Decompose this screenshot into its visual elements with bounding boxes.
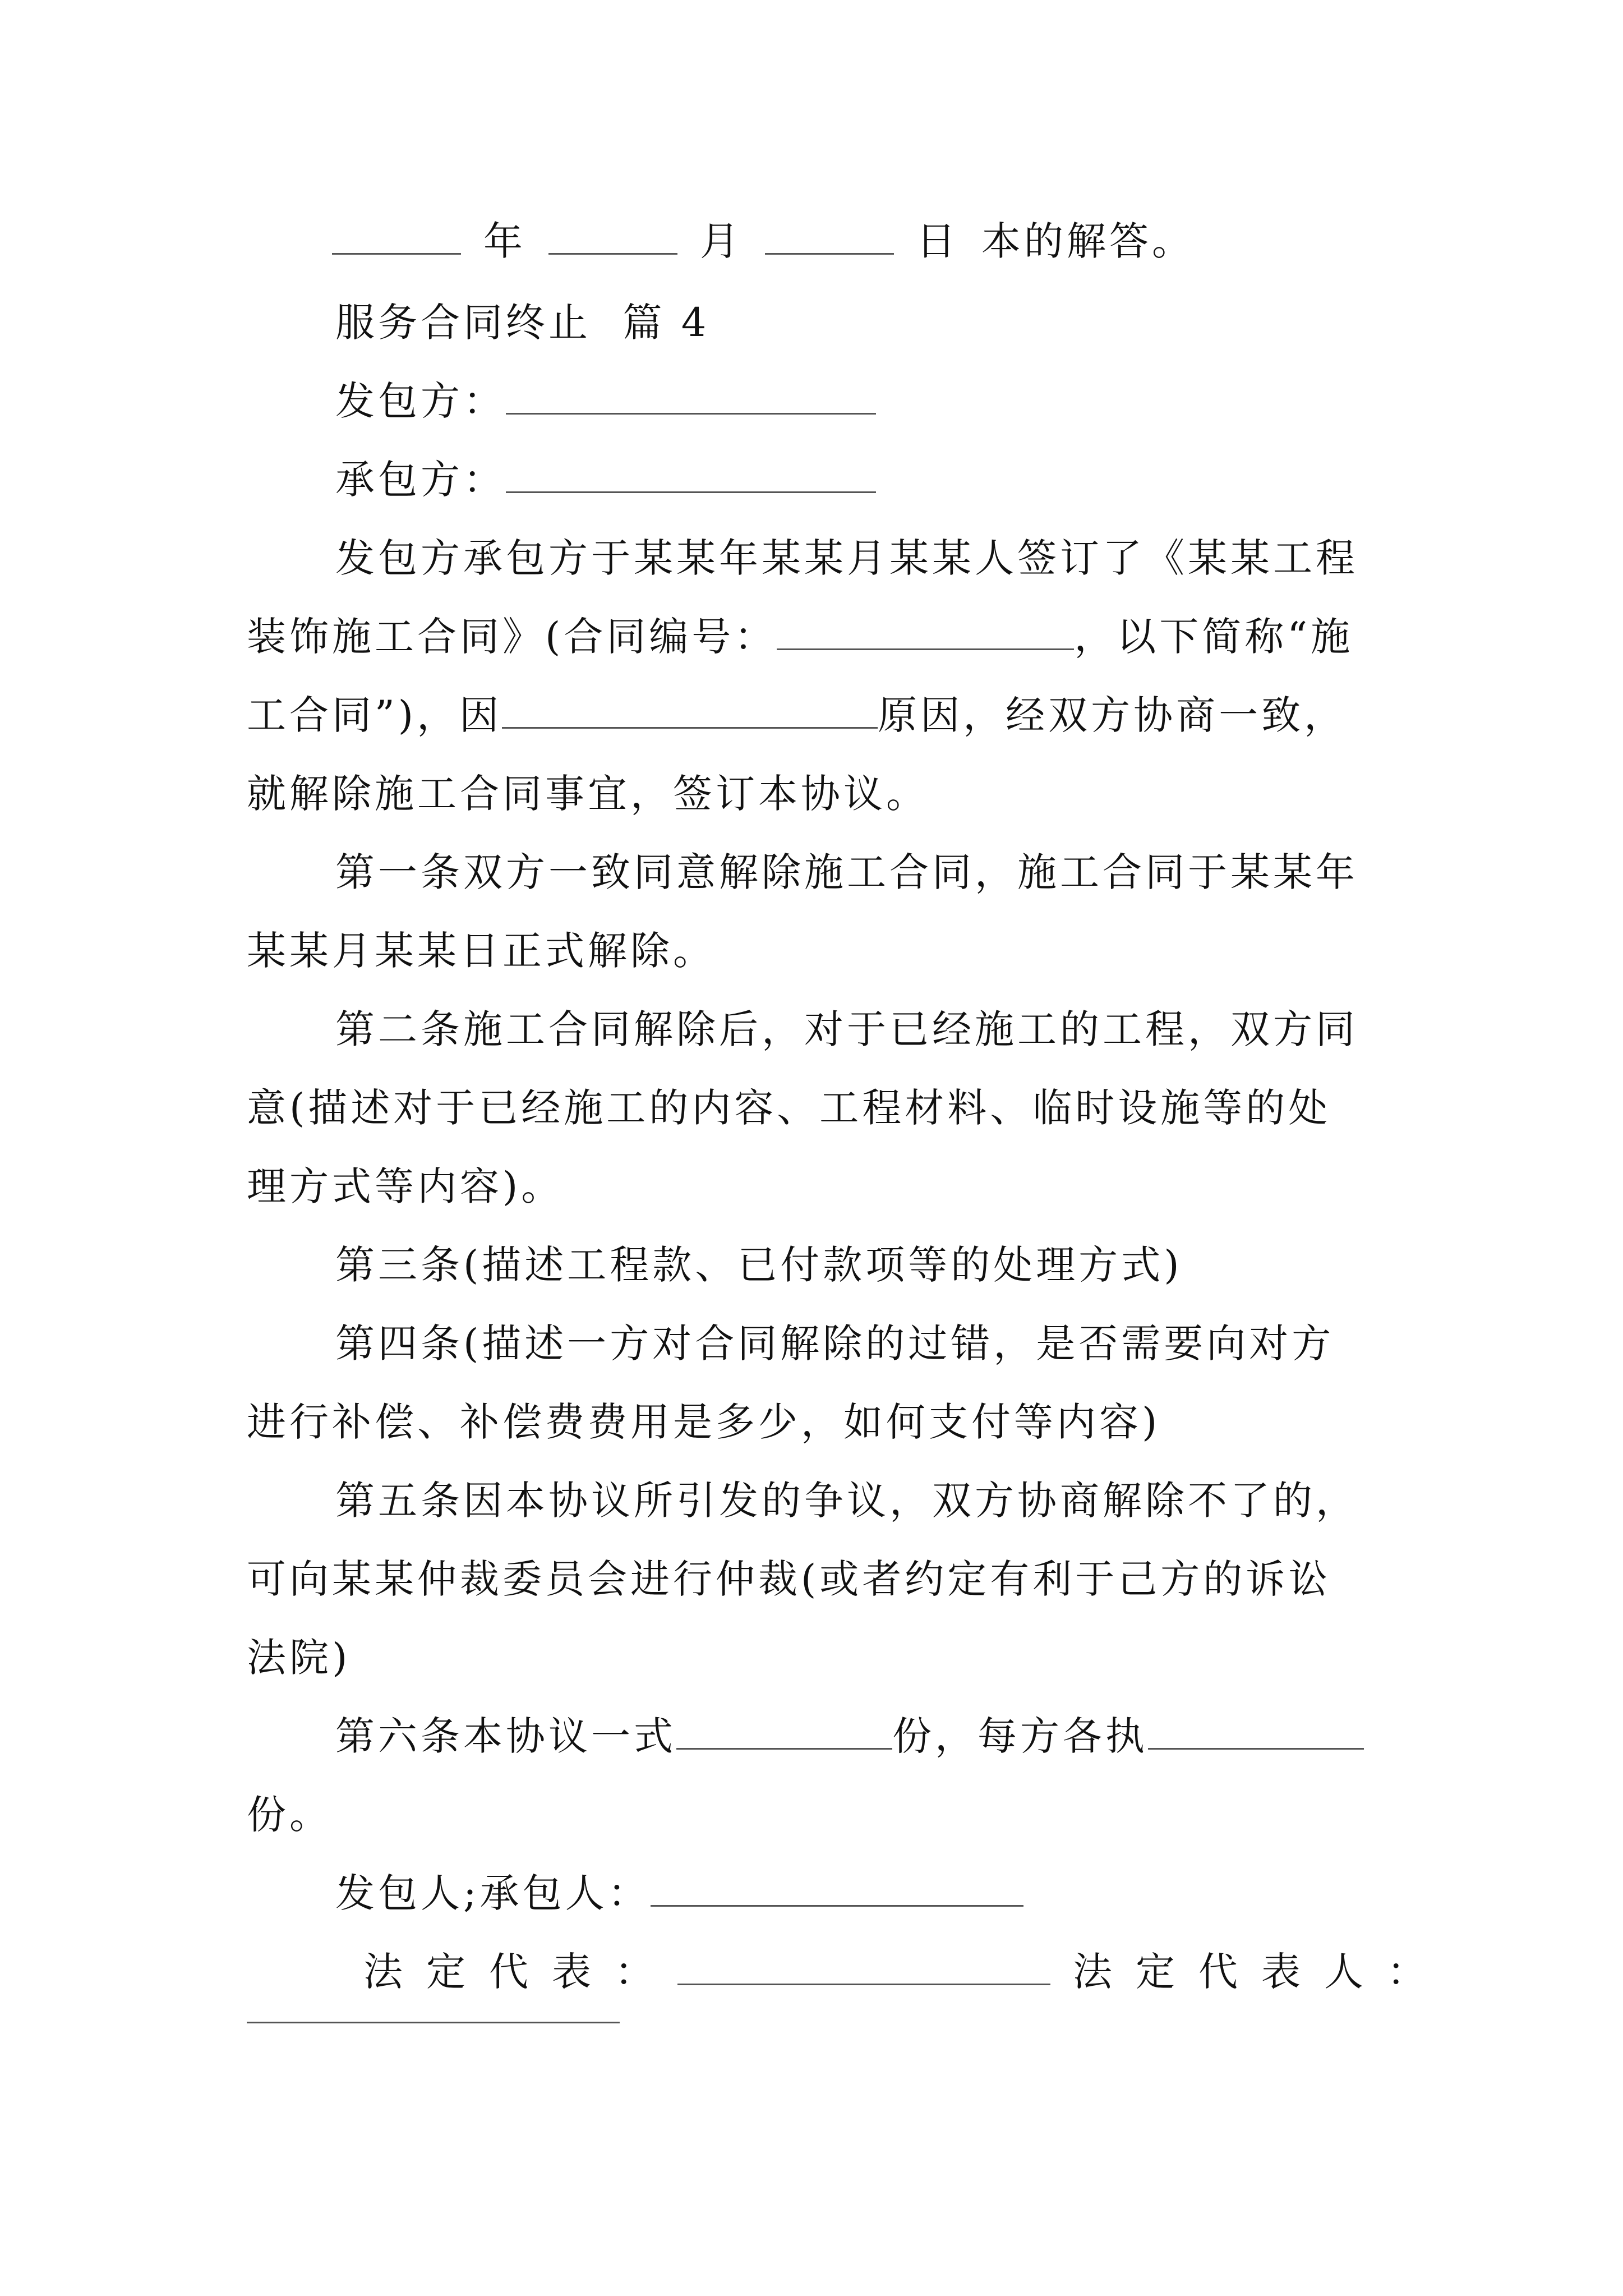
party-b-blank[interactable] xyxy=(506,458,876,493)
copies-total-blank[interactable] xyxy=(676,1714,892,1750)
intro-line-2b: ，以下简称“施 xyxy=(1074,614,1354,660)
date-line xyxy=(332,213,1195,269)
intro-line-3b: 原因，经双方协商一致， xyxy=(878,692,1347,738)
art6-line-1 xyxy=(335,1708,1364,1764)
art5-line-1: 第五条因本协议所引发的争议，双方协商解除不了的， xyxy=(335,1478,1358,1524)
intro-line-3 xyxy=(247,687,1347,743)
month-blank[interactable] xyxy=(548,219,677,255)
sign-rep-line xyxy=(363,1944,1450,2000)
art6-line-2: 份。 xyxy=(247,1792,332,1838)
party-b-label: 承包方： xyxy=(335,457,506,503)
art2-line-3: 理方式等内容)。 xyxy=(247,1163,564,1209)
day-label: 日 xyxy=(916,218,959,264)
sign-parties-blank[interactable] xyxy=(651,1871,1023,1907)
copies-each-blank[interactable] xyxy=(1148,1714,1364,1750)
party-a-label: 发包方： xyxy=(335,378,506,424)
contract-number-blank[interactable] xyxy=(777,615,1074,650)
sign-parties-label: 发包人;承包人： xyxy=(335,1870,651,1916)
month-label: 月 xyxy=(700,218,743,264)
rep-b-blank[interactable] xyxy=(247,2022,620,2023)
art3-line: 第三条(描述工程款、已付款项等的处理方式) xyxy=(335,1242,1183,1288)
art1-line-1: 第一条双方一致同意解除施工合同，施工合同于某某年 xyxy=(335,849,1358,895)
year-blank[interactable] xyxy=(332,219,461,255)
party-a-blank[interactable] xyxy=(506,379,876,415)
year-label: 年 xyxy=(483,218,526,264)
art4-line-2: 进行补偿、补偿费费用是多少，如何支付等内容) xyxy=(247,1399,1161,1445)
intro-line-2 xyxy=(247,609,1353,665)
date-line-tail: 本的解答。 xyxy=(981,218,1195,264)
art5-line-3: 法院) xyxy=(247,1635,351,1681)
art2-line-1: 第二条施工合同解除后，对于已经施工的工程，双方同 xyxy=(335,1006,1358,1052)
party-b-line xyxy=(335,452,876,508)
sign-parties-line xyxy=(335,1865,1023,1921)
art6-b: 份，每方各执 xyxy=(892,1713,1148,1759)
rep-a-blank[interactable] xyxy=(677,1950,1050,1985)
art4-line-1: 第四条(描述一方对合同解除的过错，是否需要向对方 xyxy=(335,1320,1335,1366)
art2-line-2: 意(描述对于已经施工的内容、工程材料、临时设施等的处 xyxy=(247,1085,1331,1131)
intro-line-4: 就解除施工合同事宜，签订本协议。 xyxy=(247,771,929,817)
intro-line-1: 发包方承包方于某某年某某月某某人签订了《某某工程 xyxy=(335,535,1358,581)
art1-line-2: 某某月某某日正式解除。 xyxy=(247,928,716,974)
rep-a-label: 法定代表： xyxy=(363,1949,677,1995)
intro-line-2a: 装饰施工合同》(合同编号： xyxy=(247,614,777,660)
art6-a: 第六条本协议一式 xyxy=(335,1713,676,1759)
rep-b-label: 法定代表人： xyxy=(1073,1949,1450,1995)
reason-blank[interactable] xyxy=(502,693,878,729)
party-a-line xyxy=(335,373,876,429)
art5-line-2: 可向某某仲裁委员会进行仲裁(或者约定有利于己方的诉讼 xyxy=(247,1556,1331,1602)
intro-line-3a: 工合同”)，因 xyxy=(247,692,502,738)
day-blank[interactable] xyxy=(765,219,894,255)
section-title: 服务合同终止 篇 4 xyxy=(335,300,710,346)
